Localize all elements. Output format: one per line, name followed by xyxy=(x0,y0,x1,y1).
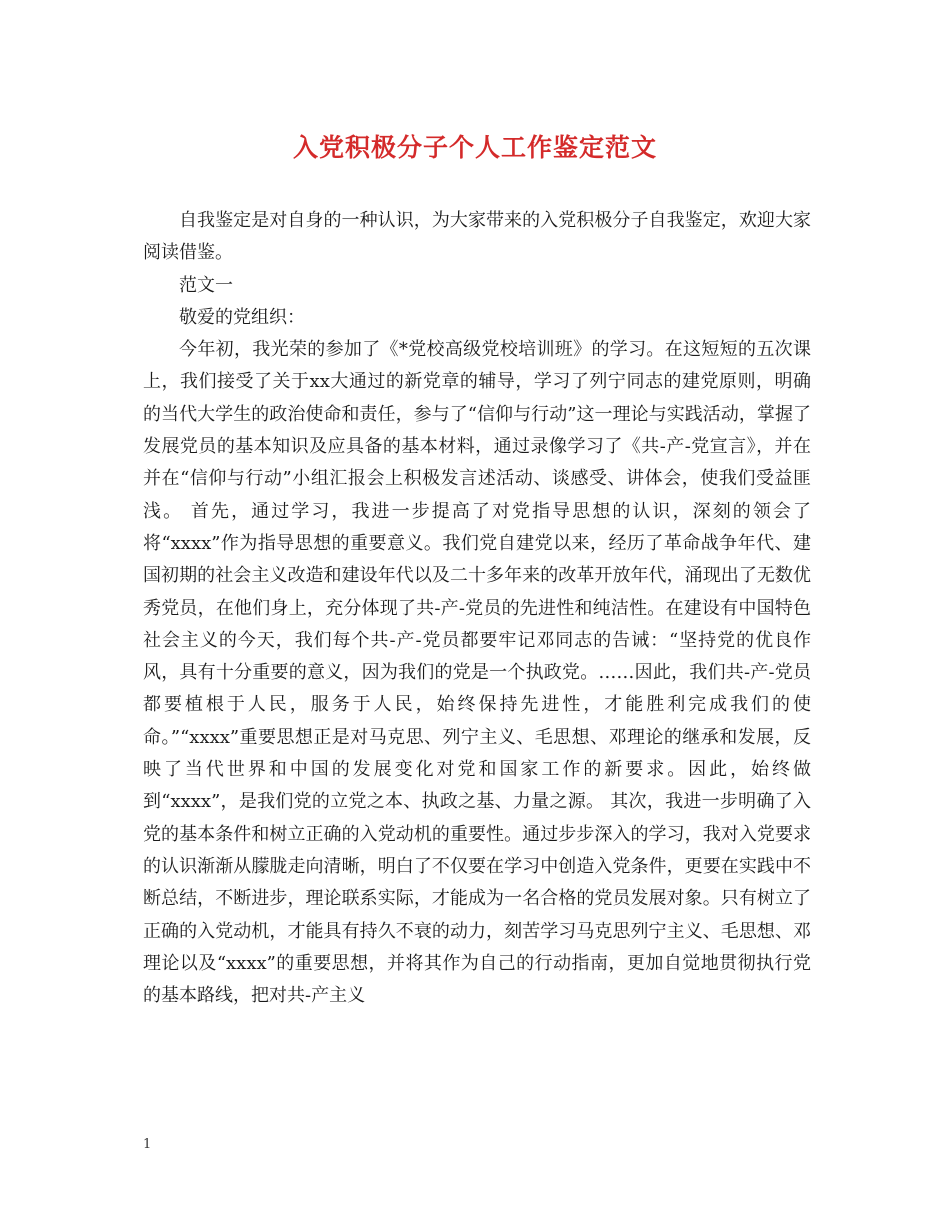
page-number: 1 xyxy=(143,1137,152,1152)
document-title: 入党积极分子个人工作鉴定范文 xyxy=(292,133,657,162)
salutation: 敬爱的党组织： xyxy=(179,306,305,328)
document-body xyxy=(143,205,811,1012)
main-paragraph: 今年初，我光荣的参加了《*党校高级党校培训班》的学习。在这短短的五次课上，我们接受了关于xx大通过的新党章的辅导，学习了列宁同志的建党原则，明确的当代大学生的政治使命和责任，参与了“信仰与行动”这一理论与实践活动，掌握了发展党员的基本知识及应具备的基本材料，通过录像学习了《共-产-党宣言》，并在并在“信仰与行动”小组汇报会上积极发言述活动、谈感受、讲体会，使我们受益匪浅。 首先，通过学习，我进一步提高了对党指导思想的认识，深刻的领会了将“xxxx”作为指导思想的重要意义。我们党自建党以来，经历了革命战争年代、建国初期的社会主义改造和建设年代以及二十多年来的改革开放年代，涌现出了无数优秀党员，在他们身上，充分体现了共-产-党员的先进性和纯洁性。在建设有中国特色社会主义的今天，我们每个共-产-党员都要牢记邓同志的告诫：“坚持党的优良作风，具有十分重要的意义，因为我们的党是一个执政党。……因此，我们共-产-党员都要植根于人民，服务于人民，始终保持先进性，才能胜利完成我们的使命。”“xxxx”重要思想正是对马克思、列宁主义、毛思想、邓理论的继承和发展，反映了当代世界和中国的发展变化对党和国家工作的新要求。因此，始终做到“xxxx”，是我们党的立党之本、执政之基、力量之源。 其次，我进一步明确了入党的基本条件和树立正确的入党动机的重要性。通过步步深入的学习，我对入党要求的认识渐渐从朦胧走向清晰，明白了不仅要在学习中创造入党条件，更要在实践中不断总结，不断进步，理论联系实际，才能成为一名合格的党员发展对象。只有树立了正确的入党动机，才能具有持久不衰的动力，刻苦学习马克思列宁主义、毛思想、邓理论以及“xxxx”的重要思想，并将其作为自己的行动指南，更加自觉地贯彻执行党的基本路线，把对共-产主义 xyxy=(143,339,811,1007)
section-heading: 范文一 xyxy=(179,274,233,296)
intro-paragraph: 自我鉴定是对自身的一种认识，为大家带来的入党积极分子自我鉴定，欢迎大家阅读借鉴。 xyxy=(143,210,811,264)
